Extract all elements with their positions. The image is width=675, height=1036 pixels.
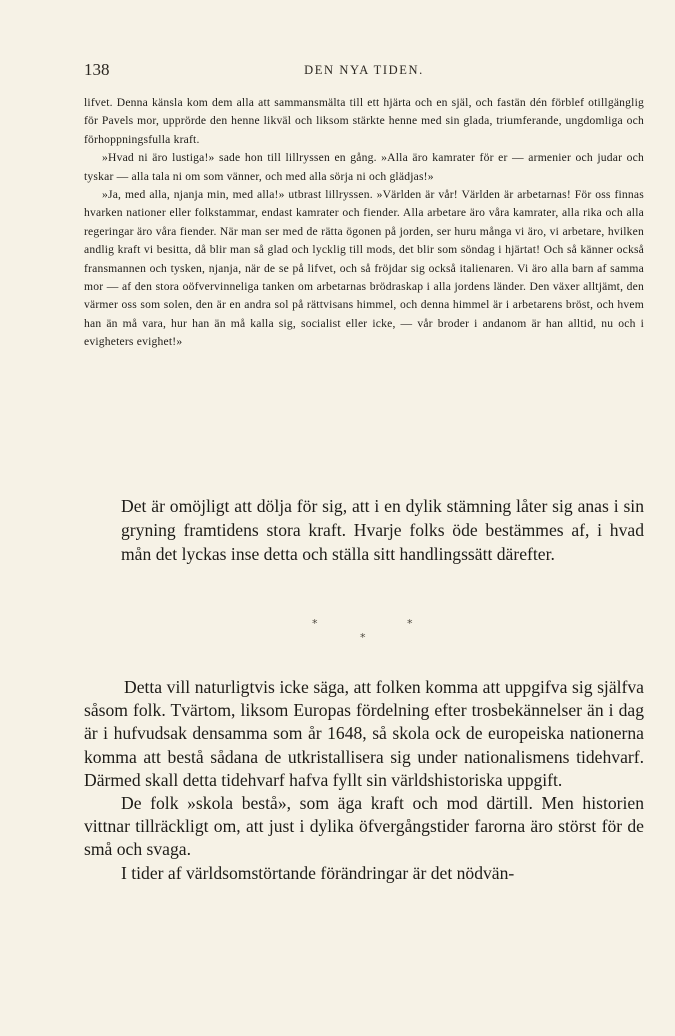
asterisk-ornament: *: [360, 631, 366, 644]
main-text-block: [84, 676, 644, 885]
paragraph: De folk »skola bestå», som äga kraft och mod därtill. Men historien vittnar tillräckligt om, att just i dylika öfvergångstider farorna äro störst för de små och svaga.: [84, 793, 644, 860]
section-separator: [280, 617, 440, 647]
asterisk-ornament: *: [407, 617, 413, 630]
paragraph: Detta vill naturligtvis icke säga, att folken komma att uppgifva sig själfva såsom folk. Tvärtom, liksom Europas fördelning efter trosbekännelser än i dag är i hufvudsak densamma som år 1648, så skola ock de europeiska nationerna komma att bestå sådana de utkristallisera sig under nationalismens tidehvarf. Därmed skall detta tidehvarf hafva fyllt sin världshistoriska uppgift.: [84, 677, 644, 790]
paragraph: lifvet. Denna känsla kom dem alla att sammansmälta till ett hjärta och en själ, och fastän dén förblef otillgänglig för Pavels mor, upprörde den henne likväl och liksom stärkte henne med sin glada, triumferande, ungdomliga och förhoppningsfulla kraft.: [84, 96, 644, 146]
running-title: DEN NYA TIDEN.: [304, 63, 424, 77]
paragraph: »Hvad ni äro lustiga!» sade hon till lillryssen en gång. »Alla äro kamrater för er — armenier och judar och tyskar — alla tala ni om som vänner, och med alla sörja ni och glädjas!»: [84, 151, 644, 183]
quoted-passage: [84, 94, 644, 352]
page-number: 138: [84, 60, 110, 79]
commentary-block: [121, 494, 644, 567]
paragraph: I tider af världsomstörtande förändringar är det nödvän-: [121, 862, 515, 883]
paragraph: Det är omöjligt att dölja för sig, att i en dylik stämning låter sig anas i sin gryning framtidens stora kraft. Hvarje folks öde bestämmes af, i hvad mån det lyckas inse detta och ställa sitt handlingssätt därefter.: [121, 496, 644, 565]
paragraph: »Ja, med alla, njanja min, med alla!» utbrast lillryssen. »Världen är vår! Världen är arbetarnas! För oss finnas hvarken nationer eller folkstammar, endast kamrater och fiender. Alla arbetare äro våra kamrater, alla rika och alla regeringar äro våra fiender. När man ser med de rätta ögonen på jorden, ser huru många vi äro, vi arbetare, hvilken andlig kraft vi besitta, då blir man så glad och lycklig till mods, det blir som söndag i hjärtat! Och så känner också fransmannen och tysken, njanja, när de se på lifvet, och så fröjdar sig också italienaren. Vi äro alla barn af samma mor — af den stora oöfvervinneliga tanken om arbetarnas brödraskap i alla jordens länder. Den växer alltjämt, den värmer oss som solen, den är en andra sol på rättvisans himmel, och denna himmel är i arbetarens bröst, och hvem han än må vara, hur han än må kalla sig, socialist eller icke, — vår broder i andanom är han alltid, nu och i evigheters evighet!»: [84, 188, 644, 349]
page-header: [84, 60, 644, 82]
asterisk-ornament: *: [312, 617, 318, 630]
